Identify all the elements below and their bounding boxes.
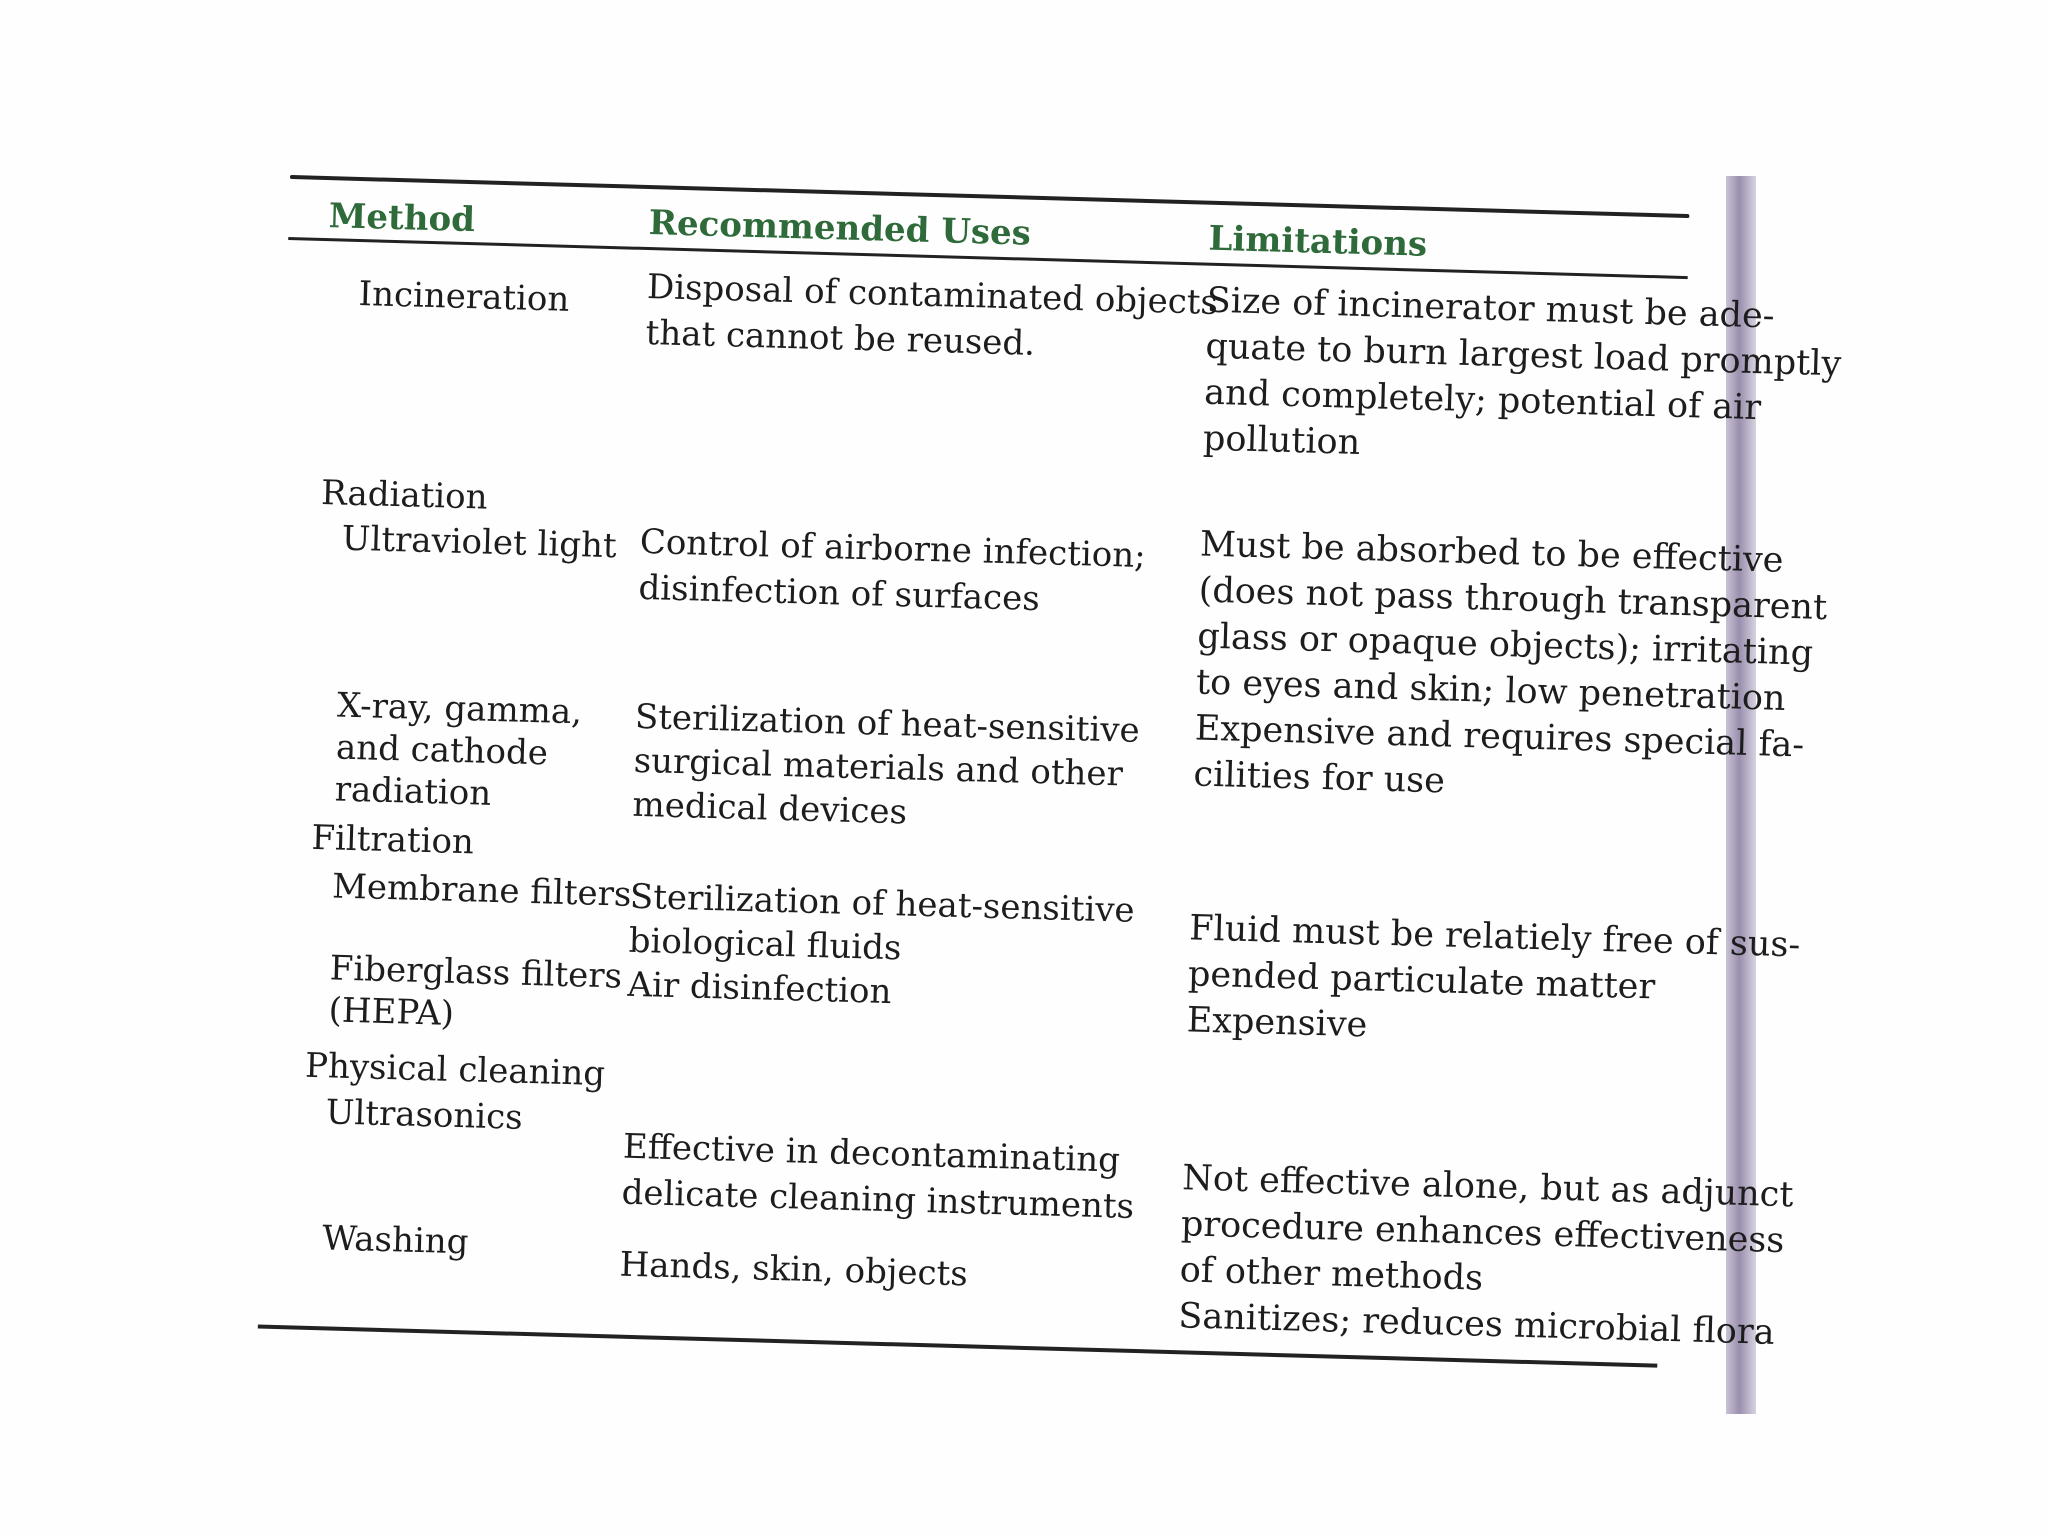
method-washing: Washing	[321, 1218, 469, 1263]
limitations-line: pollution	[1202, 418, 1361, 463]
limitations-line: (does not pass through transparent	[1198, 570, 1828, 629]
limitations-line: Not effective alone, but as adjunct	[1181, 1158, 1794, 1216]
header-recommended-uses: Recommended Uses	[648, 203, 1032, 254]
group-filtration: Filtration	[310, 817, 475, 863]
method-xray-line: radiation	[334, 769, 492, 814]
uses-line: that cannot be reused.	[645, 313, 1036, 364]
uses-line: Effective in decontaminating	[622, 1126, 1121, 1181]
limitations-line: and completely; potential of air	[1203, 372, 1762, 429]
group-physical-cleaning: Physical cleaning	[304, 1045, 606, 1095]
limitations-line: procedure enhances effectiveness	[1180, 1204, 1785, 1262]
method-xray-line: X-ray, gamma,	[336, 685, 583, 733]
method-ultraviolet-light: Ultraviolet light	[341, 518, 618, 567]
uses-line: Sterilization of heat-sensitive	[634, 696, 1141, 751]
limitations-line: quate to burn largest load promptly	[1205, 326, 1842, 385]
limitations-line: glass or opaque objects); irritating	[1196, 616, 1814, 674]
header-limitations: Limitations	[1208, 218, 1428, 265]
limitations-line: Sanitizes; reduces microbial flora	[1177, 1296, 1776, 1353]
group-radiation: Radiation	[320, 473, 489, 518]
method-ultrasonics: Ultrasonics	[325, 1092, 524, 1138]
methods-table	[255, 175, 1842, 1454]
uses-line: disinfection of surfaces	[638, 567, 1041, 620]
header-method: Method	[328, 196, 476, 241]
uses-line: Sterilization of heat-sensitive	[629, 876, 1136, 931]
limitations-line: Fluid must be relatiely free of sus-	[1188, 908, 1801, 966]
method-incineration: Incineration	[358, 273, 570, 320]
limitations-line: Expensive	[1186, 1000, 1368, 1046]
uses-line: medical devices	[631, 784, 908, 833]
uses-line: Air disinfection	[626, 964, 892, 1013]
uses-line: surgical materials and other	[633, 740, 1124, 795]
limitations-line: Expensive and requires special fa-	[1194, 708, 1805, 766]
method-xray-line: and cathode	[335, 727, 549, 774]
limitations-line: to eyes and skin; low penetration	[1195, 662, 1787, 719]
method-membrane-filters: Membrane filters	[331, 866, 632, 915]
uses-line: Control of airborne infection;	[639, 521, 1147, 577]
uses-line: Hands, skin, objects	[619, 1244, 969, 1295]
limitations-line: Size of incinerator must be ade-	[1206, 280, 1776, 337]
limitations-line: of other methods	[1179, 1250, 1484, 1299]
limitations-line: Must be absorbed to be effective	[1199, 524, 1784, 581]
limitations-line: cilities for use	[1193, 754, 1446, 802]
method-fiberglass-line: (HEPA)	[328, 990, 455, 1034]
uses-line: delicate cleaning instruments	[621, 1172, 1135, 1227]
uses-line: Disposal of contaminated objects	[646, 267, 1219, 323]
uses-line: biological fluids	[628, 920, 902, 969]
limitations-line: pended particulate matter	[1187, 954, 1656, 1008]
method-fiberglass-line: Fiberglass filters	[329, 948, 623, 997]
